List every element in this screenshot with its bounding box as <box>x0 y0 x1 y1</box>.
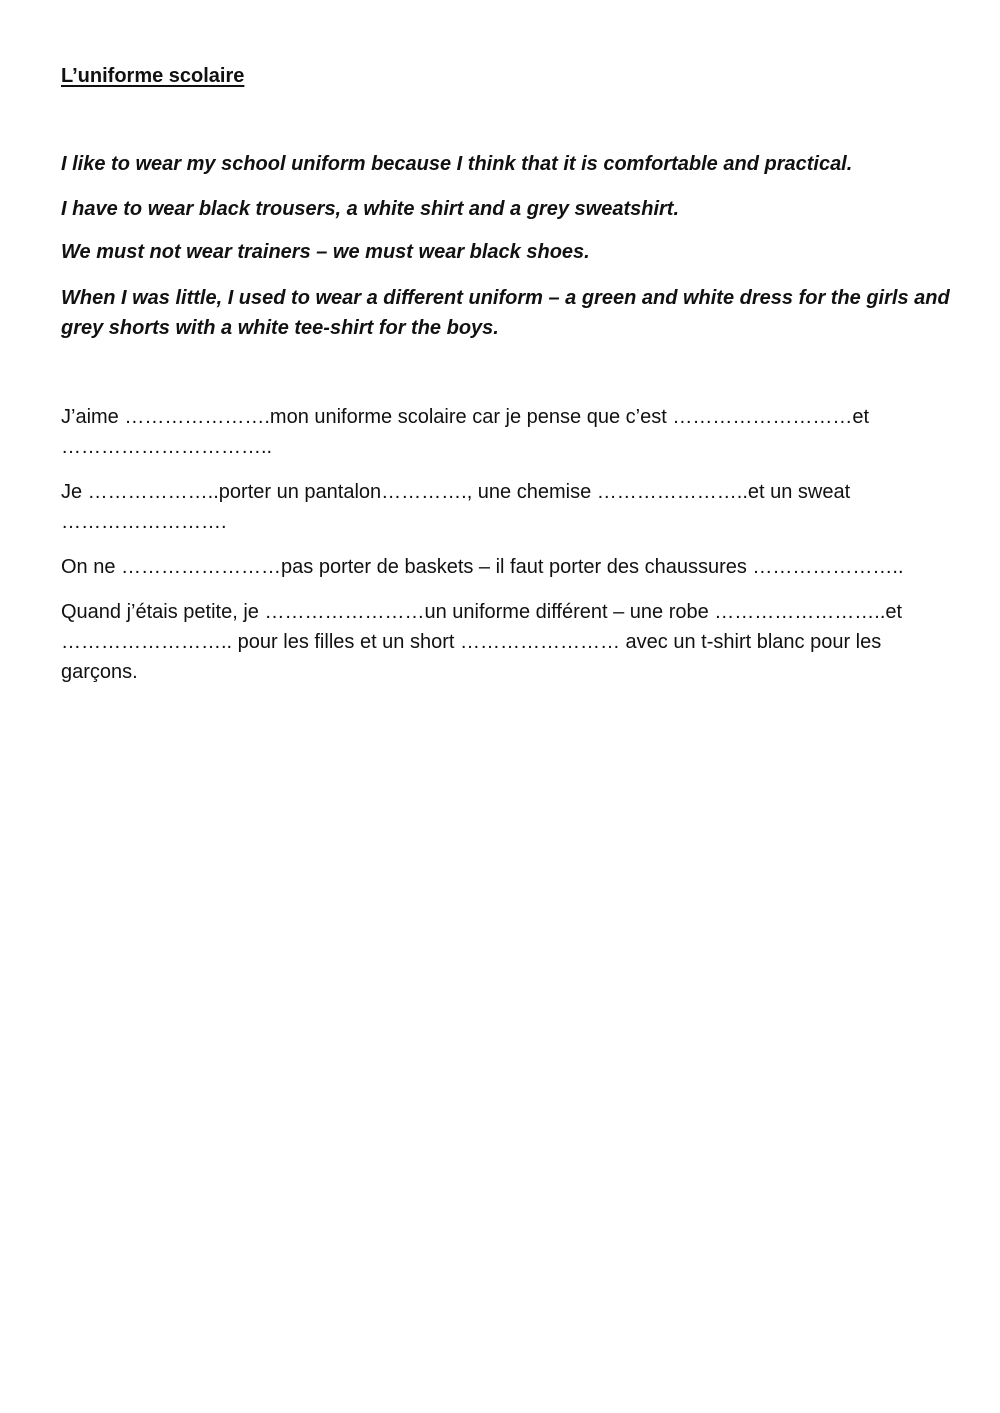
page-title: L’uniforme scolaire <box>61 65 245 87</box>
english-sentence-1: I like to wear my school uniform because I think that it is comfortable and practical. <box>61 153 853 175</box>
english-sentence-4: When I was little, I used to wear a different uniform – a green and white dress for the girls and grey shorts with a white tee-shirt for the boys. <box>61 287 950 339</box>
french-gap-sentence-1[interactable]: J’aime ………………….mon uniforme scolaire car je pense que c’est ………………………et ………………………….. <box>61 406 870 458</box>
french-gap-sentence-3[interactable]: On ne ……………………pas porter de baskets – il faut porter des chaussures ………………….. <box>61 556 904 578</box>
english-sentence-2: I have to wear black trousers, a white shirt and a grey sweatshirt. <box>61 198 679 220</box>
french-gap-sentence-2[interactable]: Je ………………..porter un pantalon…………., une chemise …………………..et un sweat ……………………. <box>61 481 851 533</box>
english-sentence-3: We must not wear trainers – we must wear black shoes. <box>61 241 590 263</box>
french-gap-sentence-4[interactable]: Quand j’étais petite, je ……………………un uniforme différent – une robe ……………………..et …………………….. pour les filles et un short …………………… avec un t-shirt blanc pour les garçons. <box>61 601 903 683</box>
